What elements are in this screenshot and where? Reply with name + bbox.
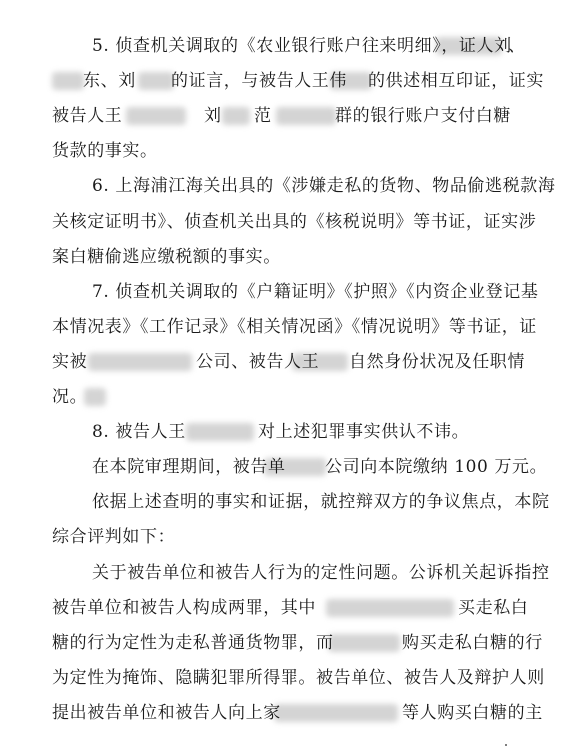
text-segment: 糖的行为定性为走私普通货物罪，而 xyxy=(52,633,334,653)
text-segment: 况。 xyxy=(52,387,88,407)
text-line xyxy=(0,206,574,238)
redaction-blur xyxy=(88,353,192,371)
text-line xyxy=(0,627,574,659)
text-segment: 在本院审理期间，被告单 xyxy=(92,457,286,477)
text-segment: 东、刘 xyxy=(83,71,136,91)
redaction-blur xyxy=(276,107,336,125)
text-segment: 5. 侦查机关调取的《农业银行账户往来明细》，证人刘 xyxy=(92,36,512,56)
text-segment: 关于被告单位和被告人行为的定性问题。公诉机关起诉指控 xyxy=(92,563,550,583)
text-segment: 购买走私白糖的行 xyxy=(402,633,543,653)
text-line xyxy=(0,486,574,518)
text-line xyxy=(0,346,574,378)
redaction-blur xyxy=(222,107,250,125)
redaction-blur xyxy=(84,388,106,406)
text-segment: 实被 xyxy=(52,352,88,372)
text-segment: 案白糖偷逃应缴税额的事实。 xyxy=(52,247,281,267)
text-line xyxy=(0,65,574,97)
text-line xyxy=(0,170,574,202)
text-segment: 的供述相互印证，证实 xyxy=(368,71,544,91)
text-segment: 8. 被告人王 xyxy=(92,422,186,442)
text-segment: 买走私白 xyxy=(458,598,529,618)
text-segment: 货款的事实。 xyxy=(52,141,158,161)
text-segment: 被告单位和被告人构成两罪，其中 xyxy=(52,598,316,618)
redaction-blur xyxy=(326,599,454,617)
redaction-blur xyxy=(138,72,174,90)
text-segment: 自然身份状况及任职情 xyxy=(349,352,525,372)
text-segment: 对上述犯罪事实供认不讳。 xyxy=(258,422,470,442)
text-line xyxy=(0,30,574,62)
text-line xyxy=(0,311,574,343)
redaction-blur xyxy=(52,72,84,90)
text-segment: 7. 侦查机关调取的《户籍证明》《护照》《内资企业登记基 xyxy=(92,282,539,302)
text-line xyxy=(0,276,574,308)
text-segment: 等人购买白糖的主 xyxy=(402,703,543,723)
text-segment: 综合评判如下： xyxy=(52,527,176,547)
text-line xyxy=(0,100,574,132)
redaction-blur xyxy=(186,423,254,441)
text-line xyxy=(0,662,574,694)
text-segment: 刘 xyxy=(204,106,222,126)
text-segment: 关核定证明书》、侦查机关出具的《核税说明》等书证，证实涉 xyxy=(52,212,537,232)
page-speck xyxy=(505,744,507,746)
text-line xyxy=(0,592,574,624)
text-segment: 、 xyxy=(508,36,526,56)
redaction-blur xyxy=(328,634,400,652)
text-segment: 为定性为掩饰、隐瞒犯罪所得罪。被告单位、被告人及辩护人则 xyxy=(52,668,545,688)
redaction-blur xyxy=(274,704,398,722)
text-segment: 范 xyxy=(254,106,272,126)
text-line xyxy=(0,381,574,413)
text-line xyxy=(0,557,574,589)
text-segment: 群的银行账户支付白糖 xyxy=(335,106,511,126)
redaction-blur xyxy=(126,107,186,125)
text-segment: 的证言，与被告人王伟 xyxy=(171,71,347,91)
text-line xyxy=(0,241,574,273)
text-line xyxy=(0,697,574,729)
text-segment: 提出被告单位和被告人向上家 xyxy=(52,703,281,723)
text-segment: 公司、被告人王 xyxy=(196,352,320,372)
text-segment: 公司向本院缴纳 100 万元。 xyxy=(325,457,548,477)
text-segment: 被告人王 xyxy=(52,106,123,126)
text-line xyxy=(0,416,574,448)
text-line xyxy=(0,135,574,167)
text-segment: 本情况表》《工作记录》《相关情况函》《情况说明》等书证，证 xyxy=(52,317,537,337)
text-line xyxy=(0,521,574,553)
text-line xyxy=(0,451,574,483)
text-segment: 依据上述查明的事实和证据，就控辩双方的争议焦点，本院 xyxy=(92,492,550,512)
text-segment: 6. 上海浦江海关出具的《涉嫌走私的货物、物品偷逃税款海 xyxy=(92,176,556,196)
